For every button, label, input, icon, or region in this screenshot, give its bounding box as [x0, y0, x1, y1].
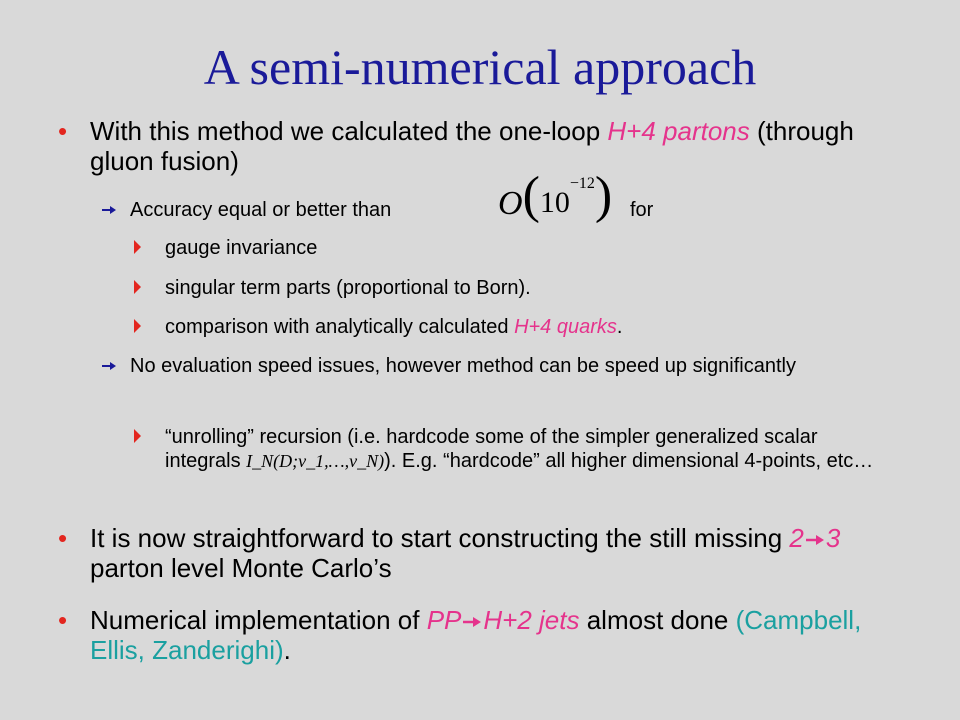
triangle-bullet-icon [133, 238, 143, 256]
slide-title: A semi-numerical approach [203, 39, 757, 95]
sub-sub-item-3: comparison with analytically calculated H+4 quarks. [165, 315, 890, 339]
sub-item-speed: No evaluation speed issues, however method can be speed up significantly [130, 354, 890, 378]
sub-sub-item-unrolling: “unrolling” recursion (i.e. hardcode some of the simpler generalized scalar integrals I_N(D;ν_1,…,ν_N)). E.g. “hardcode” all higher dimensional 4-points, etc… [165, 425, 890, 473]
triangle-bullet-icon [133, 317, 143, 335]
arrow-right-icon [102, 203, 116, 217]
bullet-dot-icon: • [58, 523, 68, 553]
math-order-expression: $O(10^{-12})$ [498, 167, 613, 224]
bullet-dot-icon: • [58, 116, 68, 146]
bullet-3: • Numerical implementation of PP H+2 jets almost done (Campbell, Ellis, Zanderighi). [58, 605, 862, 665]
arrow-right-icon [463, 615, 481, 629]
bullet-2: • It is now straightforward to start constructing the still missing 2 3 parton level Monte Carlo’s [58, 523, 841, 583]
arrow-right-icon [806, 533, 824, 547]
math-integral-expression: I_N(D;ν_1,…,ν_N) [246, 451, 385, 471]
sub-sub-item-1: gauge invariance [165, 236, 890, 260]
bullet-dot-icon: • [58, 605, 68, 635]
triangle-bullet-icon [133, 278, 143, 296]
triangle-bullet-icon [133, 427, 143, 445]
arrow-right-icon [102, 359, 116, 373]
bullet-1: • With this method we calculated the one-loop H+4 partons (through gluon fusion) [58, 116, 854, 176]
sub-item-accuracy: Accuracy equal or better than $O(10^{-12})$ for [130, 198, 890, 222]
sub-sub-item-2: singular term parts (proportional to Born). [165, 276, 890, 300]
